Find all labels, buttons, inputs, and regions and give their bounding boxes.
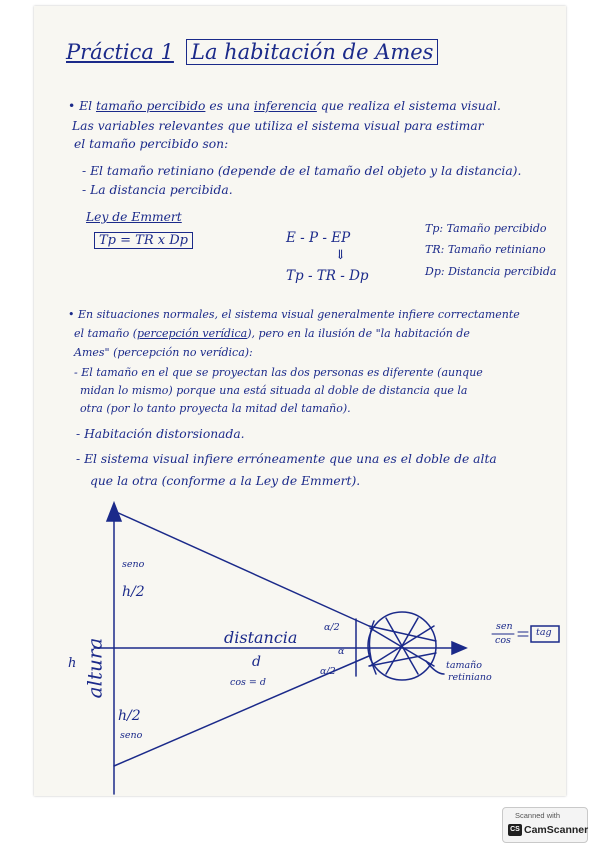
para2-line5: midan lo mismo) porque una está situada al doble de distancia que la xyxy=(80,384,468,397)
para1-bullet2: - La distancia percibida. xyxy=(82,183,233,197)
watermark-brand: CamScanner xyxy=(524,824,589,836)
text: es una xyxy=(205,99,254,113)
para1-line3: el tamaño percibido son: xyxy=(74,137,229,151)
text: ), pero en la ilusión de "la habitación de xyxy=(247,327,470,340)
para2-line6: otra (por lo tanto proyecta la mitad del tamaño). xyxy=(80,402,351,415)
diagram-h2-top: h/2 xyxy=(122,584,145,600)
para2-line4: - El tamaño en el que se proyectan las dos personas es diferente (aunque xyxy=(74,366,483,379)
law-legend-tp: Tp: Tamaño percibido xyxy=(425,222,547,235)
law-heading: Ley de Emmert xyxy=(86,210,182,224)
diagram-angle-top: α/2 xyxy=(324,622,340,633)
text: que realiza el sistema visual. xyxy=(316,99,501,113)
diagram-retina-label-1: tamaño xyxy=(446,660,482,671)
camscanner-watermark xyxy=(502,807,588,843)
camscanner-logo-icon: CS xyxy=(508,824,522,836)
diagram-d-label: d xyxy=(252,654,261,670)
para1-line2: Las variables relevantes que utiliza el sistema visual para estimar xyxy=(72,119,484,133)
axis-arrow-icon xyxy=(452,642,466,654)
diagram-angle-mid: α xyxy=(338,646,345,657)
diagram-h2-bottom: h/2 xyxy=(118,708,141,724)
watermark-caption: Scanned with xyxy=(515,811,561,820)
diagram-altura-label: altura xyxy=(82,637,107,699)
para2-line1: • En situaciones normales, el sistema visual generalmente infiere correctamente xyxy=(68,308,520,321)
para1-bullet1: - El tamaño retiniano (depende de el tamaño del objeto y la distancia). xyxy=(82,164,522,178)
diagram-retina-label-2: retiniano xyxy=(448,672,492,683)
para2-line9: que la otra (conforme a la Ley de Emmert). xyxy=(90,474,361,488)
diagram-cos-label: cos = d xyxy=(230,677,266,688)
notebook-page xyxy=(34,6,566,796)
underlined-term: tamaño percibido xyxy=(95,99,206,113)
diagram-h-label: h xyxy=(68,656,77,671)
text: • El xyxy=(68,99,96,113)
page-title-left: Práctica 1 xyxy=(66,40,174,64)
law-legend-dp: Dp: Distancia percibida xyxy=(425,265,557,278)
diagram-tag-label: tag xyxy=(536,627,552,638)
diagram-seno-top: seno xyxy=(122,559,145,570)
underlined-term: percepción verídica xyxy=(137,327,248,340)
law-eq2: Tp - TR - Dp xyxy=(286,268,369,284)
law-formula: Tp = TR x Dp xyxy=(94,232,193,249)
law-legend-tr: TR: Tamaño retiniano xyxy=(425,243,546,256)
top-arrow-icon xyxy=(107,503,121,521)
underlined-term: inferencia xyxy=(253,99,317,113)
diagram-distancia-label: distancia xyxy=(224,628,298,647)
page-title-right: La habitación de Ames xyxy=(186,39,438,65)
para2-line8: - El sistema visual infiere erróneamente que una es el doble de alta xyxy=(76,452,497,466)
law-eq1: E - P - EP xyxy=(286,230,351,246)
law-arrow: ⇓ xyxy=(335,248,346,263)
text: el tamaño ( xyxy=(74,327,137,340)
diagram-angle-bottom: α/2 xyxy=(320,666,336,677)
diagram-seno-bottom: seno xyxy=(120,730,143,741)
upper-ray xyxy=(114,511,369,626)
diagram-fraction-den: cos xyxy=(495,635,511,646)
para2-line7: - Habitación distorsionada. xyxy=(76,427,245,441)
diagram-fraction-num: sen xyxy=(496,621,513,632)
para2-line3: Ames" (percepción no verídica): xyxy=(74,346,253,359)
